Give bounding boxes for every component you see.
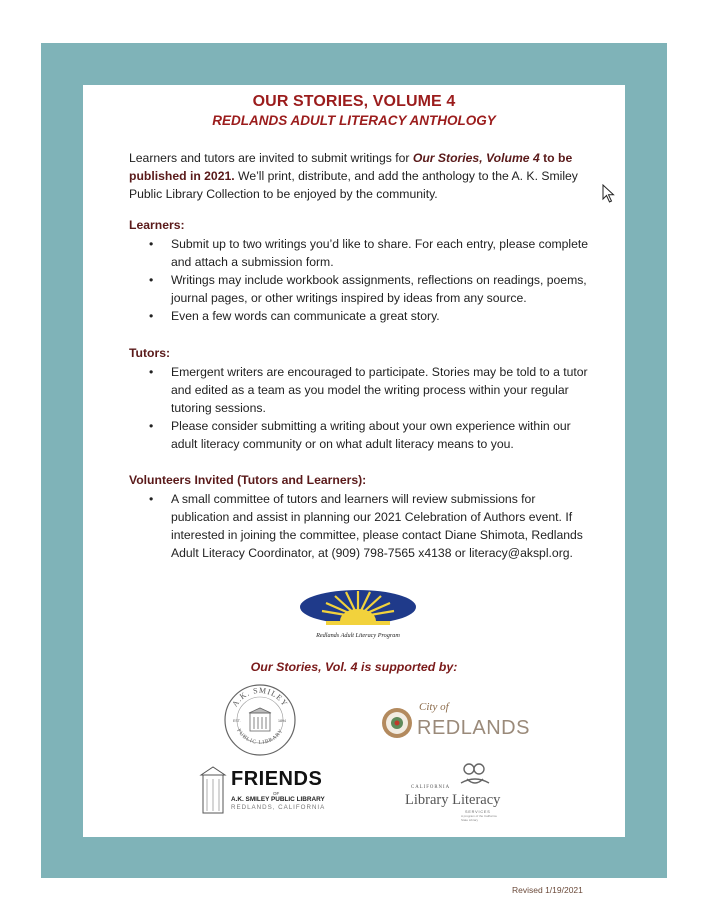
intro-publish-year: to be published in 2021. bbox=[129, 151, 573, 183]
friends-of-library-logo bbox=[197, 763, 337, 815]
bullet-icon: • bbox=[149, 365, 154, 379]
bullet-text: Even a few words can communicate a great story. bbox=[171, 309, 440, 323]
city-of-redlands-logo bbox=[381, 701, 531, 741]
bullet-icon: • bbox=[149, 492, 154, 506]
cls-state: CALIFORNIA bbox=[411, 785, 451, 790]
friends-location: REDLANDS, CALIFORNIA bbox=[231, 804, 326, 811]
bullet-icon: • bbox=[149, 237, 154, 251]
flyer-page bbox=[83, 85, 625, 837]
bullet-text: A small committee of tutors and learners will review submissions for publication and assist in planning our 2021 Celebration of Authors event. If interested in joining the committee, please contact Diane Shimota, Redlands Adult Literacy Coordinator, at (909) 798-7565 x4138 or literacy@akspl.org. bbox=[171, 492, 583, 560]
smiley-bottom-text: PUBLIC LIBRARY bbox=[235, 727, 285, 746]
bullet-text: Submit up to two writings you’d like to share. For each entry, please complete and attach a submission form. bbox=[171, 237, 589, 269]
cls-services: SERVICES bbox=[465, 810, 491, 814]
bullet-icon: • bbox=[149, 273, 154, 287]
supported-by-heading: Our Stories, Vol. 4 is supported by: bbox=[250, 660, 458, 674]
list-item bbox=[129, 235, 589, 271]
intro-text-1: Learners and tutors are invited to submit writings for bbox=[129, 151, 413, 165]
document-title: OUR STORIES, VOLUME 4 bbox=[252, 93, 456, 110]
literacy-program-logo bbox=[298, 587, 418, 643]
tutors-list bbox=[129, 363, 589, 453]
bullet-icon: • bbox=[149, 419, 154, 433]
reading-people-icon bbox=[457, 761, 493, 791]
bullet-text: Writings may include workbook assignments, reflections on readings, poems, journal pages, or other writings inspired by ideas from any source. bbox=[171, 273, 587, 305]
ak-smiley-library-logo bbox=[223, 683, 297, 757]
redlands-wordmark: REDLANDS bbox=[417, 717, 530, 739]
bullet-text: Emergent writers are encouraged to participate. Stories may be told to a tutor and edited as a team as you model the writing process within your regular tutoring sessions. bbox=[171, 365, 588, 415]
city-of-script: City of bbox=[419, 701, 449, 713]
friends-of: OF bbox=[273, 791, 280, 796]
volunteers-list bbox=[129, 490, 589, 562]
document-subtitle: REDLANDS ADULT LITERACY ANTHOLOGY bbox=[212, 113, 496, 128]
bullet-text: Please consider submitting a writing about your own experience within our adult literacy community or on what adult literacy means to you. bbox=[171, 419, 571, 451]
list-item bbox=[129, 490, 589, 562]
smiley-est: EST. bbox=[233, 719, 241, 723]
friends-wordmark: FRIENDS bbox=[231, 768, 323, 790]
city-seal-icon bbox=[381, 707, 413, 739]
cls-wordmark: Library Literacy bbox=[405, 792, 501, 808]
tutors-heading: Tutors: bbox=[129, 346, 171, 360]
list-item bbox=[129, 307, 589, 325]
list-item bbox=[129, 363, 589, 417]
intro-volume-title: Our Stories, Volume 4 bbox=[412, 151, 540, 165]
revision-date: Revised 1/19/2021 bbox=[512, 885, 583, 895]
horizon-bar bbox=[326, 621, 390, 625]
library-tower-icon bbox=[197, 763, 229, 815]
mouse-pointer-icon bbox=[602, 184, 616, 204]
learners-heading: Learners: bbox=[129, 218, 185, 232]
program-logo-text: Redlands Adult Literacy Program bbox=[316, 632, 400, 639]
volunteers-heading: Volunteers Invited (Tutors and Learners): bbox=[129, 473, 367, 487]
california-library-literacy-logo bbox=[401, 761, 511, 823]
friends-library-name: A.K. SMILEY PUBLIC LIBRARY bbox=[231, 796, 325, 803]
smiley-year: 1894 bbox=[278, 719, 286, 723]
cls-note: A program of the California State Library bbox=[461, 814, 497, 822]
intro-text-2: We’ll print, distribute, and add the anthology to the A. K. Smiley Public Library Collection to be enjoyed by the community. bbox=[129, 169, 578, 201]
bullet-icon: • bbox=[149, 309, 154, 323]
smiley-top-text: A.K. SMILEY bbox=[230, 685, 290, 709]
list-item bbox=[129, 271, 589, 307]
list-item bbox=[129, 417, 589, 453]
intro-paragraph bbox=[129, 149, 599, 203]
learners-list bbox=[129, 235, 589, 325]
